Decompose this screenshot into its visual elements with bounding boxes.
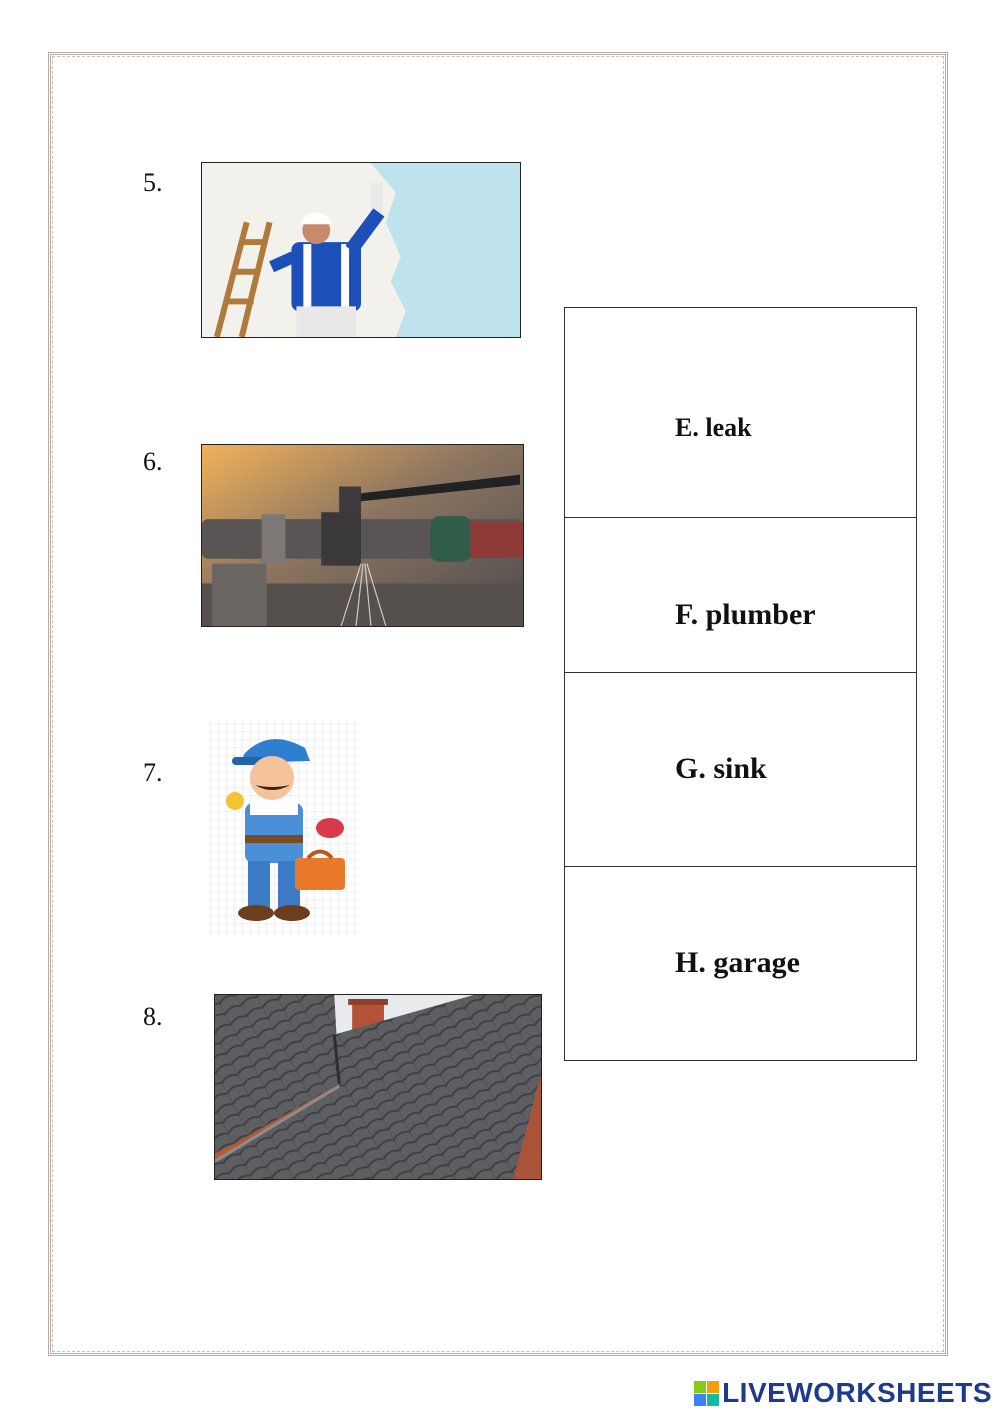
- item-number-6: 6.: [143, 447, 163, 476]
- leaking-pipe-image: [201, 444, 524, 627]
- answer-label: F. plumber: [675, 598, 816, 631]
- liveworksheets-logo-icon: [694, 1381, 719, 1406]
- answer-label: H. garage: [675, 946, 800, 979]
- answer-table: [564, 307, 917, 1061]
- answer-cell-h: [565, 867, 916, 1060]
- painter-image: [201, 162, 521, 338]
- brand-text: LIVEWORKSHEETS: [722, 1377, 992, 1408]
- roof-image: [214, 994, 542, 1180]
- answer-cell-f: [565, 518, 916, 673]
- answer-cell-e: [565, 308, 916, 518]
- answer-label: E. leak: [675, 413, 752, 442]
- item-number-5: 5.: [143, 168, 163, 197]
- liveworksheets-logo: [694, 1377, 992, 1409]
- item-number-7: 7.: [143, 758, 163, 787]
- item-number-8: 8.: [143, 1002, 163, 1031]
- answer-label: G. sink: [675, 752, 767, 785]
- answer-cell-g: [565, 673, 916, 867]
- cartoon-plumber-image: [210, 723, 358, 935]
